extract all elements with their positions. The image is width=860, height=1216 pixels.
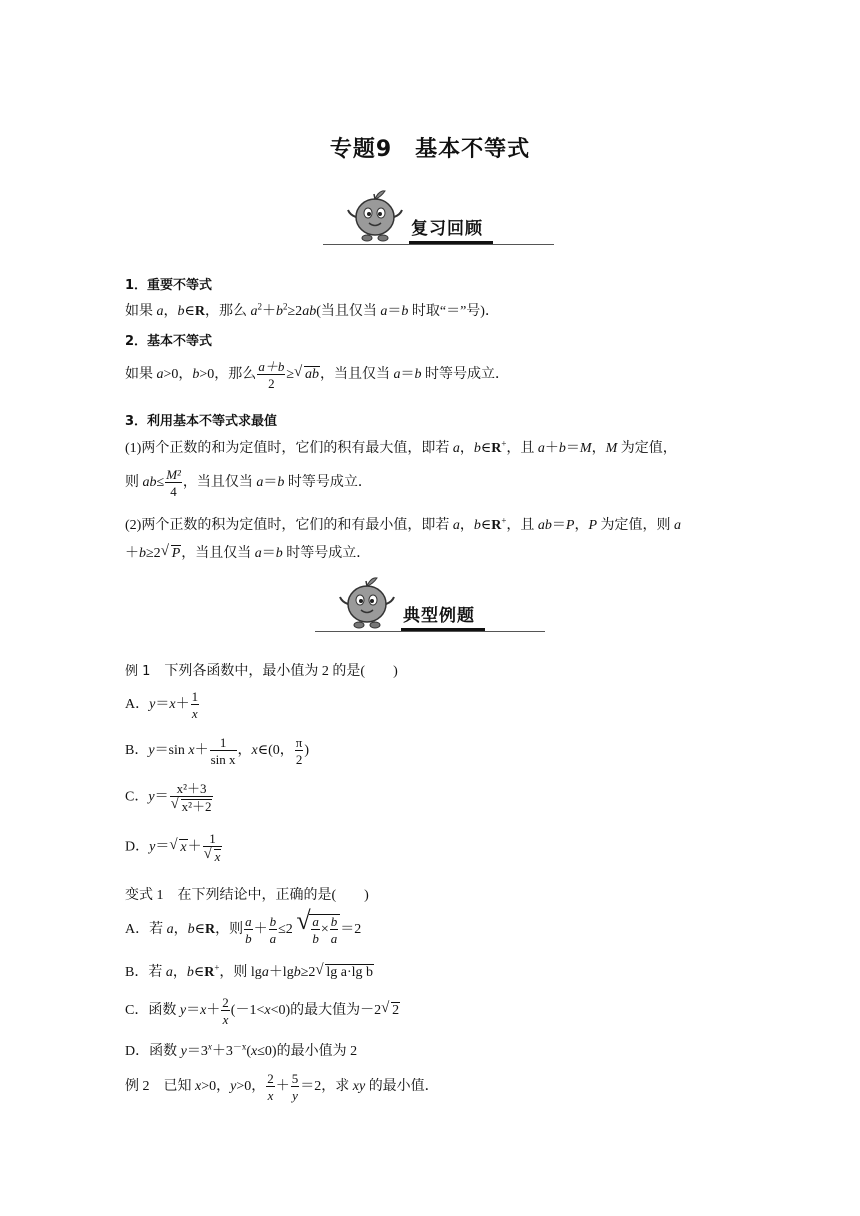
review-paragraph-1: 如果 a，b∈R，那么 $a^2+b^2\ge 2ab$(当且仅当 a＝b 时取“＝”号)． <box>125 301 499 319</box>
sqrt: √ x <box>170 839 187 856</box>
fraction: $\frac{\text{M²}}{4}$ <box>166 467 181 499</box>
fraction: $\frac{5}{y}$ <box>291 1071 299 1103</box>
example-1-question: 例 1 下列各函数中，最小值为 2 的是( ) <box>125 664 398 679</box>
variant-1-option-c: C．函数 y＝x＋ $\frac{2}{x}$ (－1<x<0)的最大值为－2√ 2 <box>125 996 400 1026</box>
example-2-question: 例 2 已知 x>0，y>0， $\frac{2}{x}$ ＋ $\frac{5}{y}$ ＝2，求 xy 的最小值． <box>125 1071 439 1103</box>
review-heading-2: 2．基本不等式 <box>125 334 213 349</box>
sqrt: √ lg a·lg b <box>316 964 374 981</box>
review-heading-3: 3．利用基本不等式求最值 <box>125 414 278 429</box>
sqrt: √ $\frac{a}{b}$ × $\frac{b}{a}$ <box>297 914 340 945</box>
section-label-review: 复习回顾 <box>411 219 483 239</box>
section-rule <box>315 631 545 632</box>
fraction: 1 √ x <box>203 832 223 863</box>
section-label-examples: 典型例题 <box>403 606 475 626</box>
review-paragraph-2: 如果 a>0，b>0，那么 $\frac{a+b}{2}$ ≥√ ab，当且仅当 a＝b 时等号成立． <box>125 360 509 390</box>
example-1-option-d: D．y＝√ x＋ 1 √ x <box>125 832 223 863</box>
example-1-option-b: B．y＝sin x＋ $\frac{1}{\text{sin x}}$ ，x∈(0， $\frac{\pi}{2}$ ) <box>125 735 310 767</box>
example-1-option-c: C．y＝ x²＋3 √ x²＋2 <box>125 782 214 813</box>
fraction: $\frac{a}{b}$ <box>245 914 252 946</box>
review-paragraph-4b: ＋b≥2√ P，当且仅当 a＝b 时等号成立． <box>125 542 370 562</box>
sqrt: √ x <box>205 849 222 863</box>
mascot-icon <box>337 572 397 632</box>
fraction: $\frac{b}{a}$ <box>269 914 277 946</box>
review-heading-1: 1．重要不等式 <box>125 278 213 293</box>
fraction: $\frac{2}{x}$ <box>267 1071 274 1103</box>
mascot-icon <box>345 185 405 245</box>
fraction: $\frac{a+b}{2}$ <box>258 359 285 391</box>
variant-1-option-b: B．若 a，b∈R+，则 lga＋lgb≥2√ lg a·lg b <box>125 961 374 981</box>
sqrt: √ 2 <box>382 1002 400 1019</box>
fraction: x²＋3 √ x²＋2 <box>170 782 214 813</box>
fraction: √ $\frac{a}{b}$ <box>312 914 319 946</box>
fraction: $\frac{\pi}{2}$ <box>295 735 303 767</box>
page-title: 专题9 基本不等式 <box>329 137 531 162</box>
section-banner-examples <box>315 572 545 632</box>
review-paragraph-3: (1)两个正数的和为定值时，它们的积有最大值，即若 a，b∈R+，且 a＋b＝M，M 为定值， <box>125 438 677 456</box>
section-banner-review <box>323 185 554 245</box>
sqrt: √ P <box>162 545 182 562</box>
fraction: $\frac{2}{x}$ <box>222 995 229 1027</box>
variant-1-question: 变式 1 在下列结论中，正确的是( ) <box>125 888 369 903</box>
fraction: $\frac{1}{\text{sin x}}$ <box>210 735 236 767</box>
review-paragraph-4: (2)两个正数的积为定值时，它们的和有最小值，即若 a，b∈R+，且 ab＝P，P 为定值，则 a <box>125 515 682 533</box>
variant-1-option-d: D．函数 $y=3^x+3^{-x}(x\le 0)$的最小值为 2 <box>125 1041 358 1059</box>
variant-1-option-a: A．若 a，b∈R，则 $\frac{a}{b}$ ＋ $\frac{b}{a}$ ≤2 √ $\frac{a}{b}$ × $\frac{b}{a}$ ＝2 <box>125 914 361 945</box>
example-1-option-a: A．y＝x＋ $\frac{1}{x}$ <box>125 689 199 721</box>
review-paragraph-3b: 则 ab≤ $\frac{\text{M²}}{4}$ ，当且仅当 a＝b 时等号成立． <box>125 467 372 499</box>
fraction: $\frac{1}{x}$ <box>191 689 199 721</box>
sqrt: √ ab <box>295 366 320 383</box>
fraction: $\frac{b}{a}$ <box>330 914 338 946</box>
section-rule <box>323 244 554 245</box>
sqrt: √ x²＋2 <box>172 799 213 813</box>
